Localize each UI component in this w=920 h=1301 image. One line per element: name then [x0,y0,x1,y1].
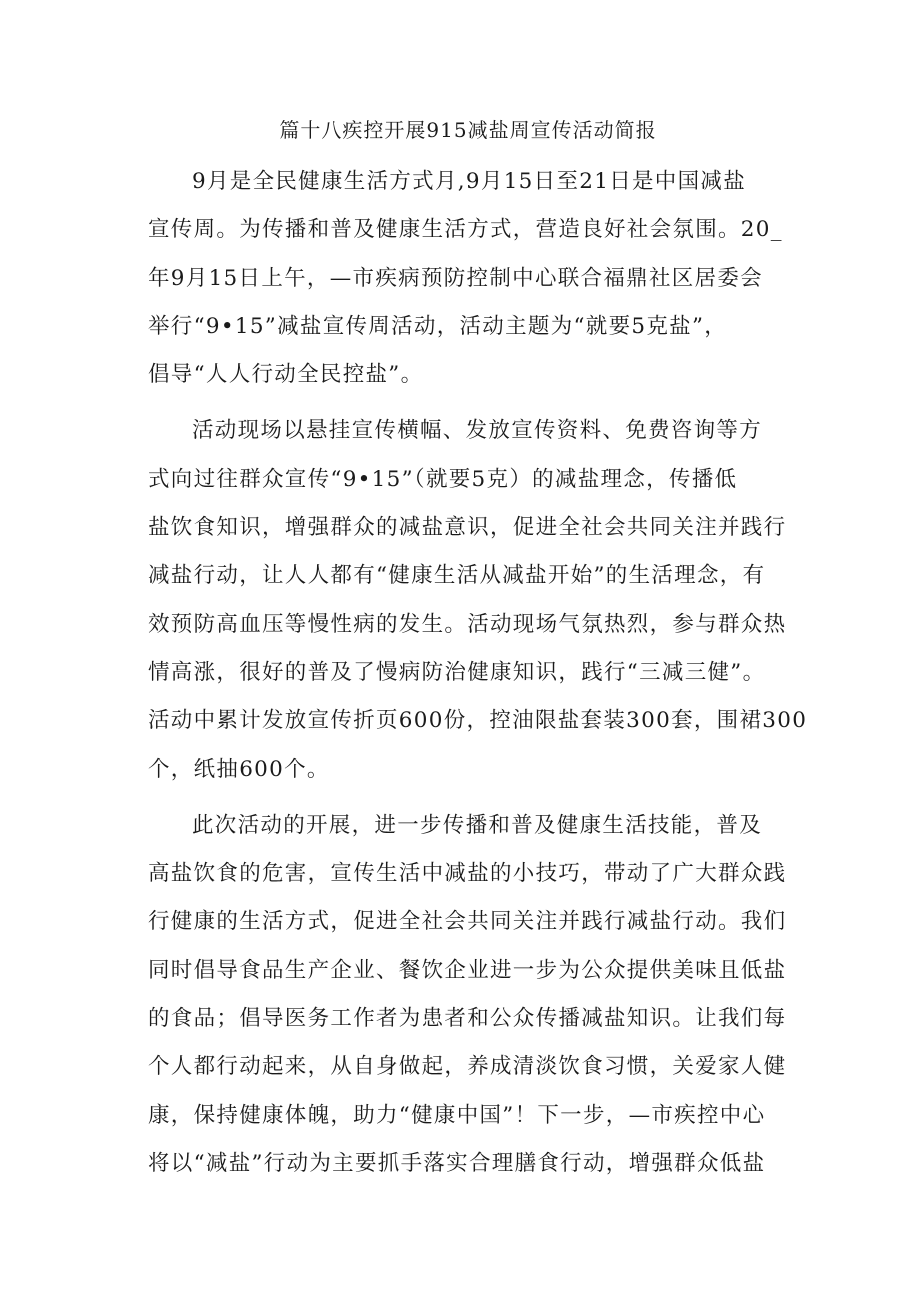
document-title: 篇十八疾控开展915减盐周宣传活动简报 [279,118,657,142]
paragraph-gap [148,794,788,802]
paragraph-line: 此次活动的开展，进一步传播和普及健康生活技能，普及 [192,812,763,838]
paragraph-line: 同时倡导食品生产企业、餐饮企业进一步为公众提供美味且低盐 [148,957,787,983]
document-page [148,110,808,1188]
paragraph-line: 倡导“人人行动全民控盐”。 [148,362,424,388]
paragraph-3 [148,802,788,1188]
paragraph-gap [148,150,788,158]
paragraph-line: 情高涨，很好的普及了慢病防治健康知识，践行“三减三健”。 [148,659,766,685]
paragraph-line: 效预防高血压等慢性病的发生。活动现场气氛热烈，参与群众热 [148,611,787,637]
paragraph-gap [148,399,788,407]
paragraph-line: 9月是全民健康生活方式月,9月15日至21日是中国减盐 [192,169,747,194]
paragraph-line: 活动现场以悬挂宣传横幅、发放宣传资料、免费咨询等方 [192,418,763,444]
paragraph-line: 个人都行动起来，从自身做起，养成清淡饮食习惯，关爱家人健 [148,1054,787,1080]
paragraph-line: 的食品；倡导医务工作者为患者和公众传播减盐知识。让我们每 [148,1006,787,1032]
paragraph-line: 盐饮食知识，增强群众的减盐意识，促进全社会共同关注并践行 [148,515,787,541]
paragraph-1 [148,158,788,399]
paragraph-line: 行健康的生活方式，促进全社会共同关注并践行减盐行动。我们 [148,909,787,935]
paragraph-2 [148,407,808,793]
paragraph-line: 式向过往群众宣传“9•15”（就要5克）的减盐理念，传播低 [148,466,738,492]
paragraph-line: 减盐行动，让人人都有“健康生活从减盐开始”的生活理念，有 [148,563,766,589]
paragraph-line: 宣传周。为传播和普及健康生活方式，营造良好社会氛围。20_ [148,217,783,243]
paragraph-line: 活动中累计发放宣传折页600份，控油限盐套装300套，围裙300 [148,708,808,734]
paragraph-line: 年9月15日上午，—市疾病预防控制中心联合福鼎社区居委会 [148,265,763,291]
paragraph-line: 个，纸抽600个。 [148,756,330,782]
paragraph-line: 将以“减盐”行动为主要抓手落实合理膳食行动，增强群众低盐 [148,1150,766,1176]
paragraph-line: 康，保持健康体魄，助力“健康中国”！下一步，—市疾控中心 [148,1102,766,1128]
paragraph-line: 高盐饮食的危害，宣传生活中减盐的小技巧，带动了广大群众践 [148,861,787,887]
paragraph-line: 举行“9•15”减盐宣传周活动，活动主题为“就要5克盐”， [148,313,728,339]
